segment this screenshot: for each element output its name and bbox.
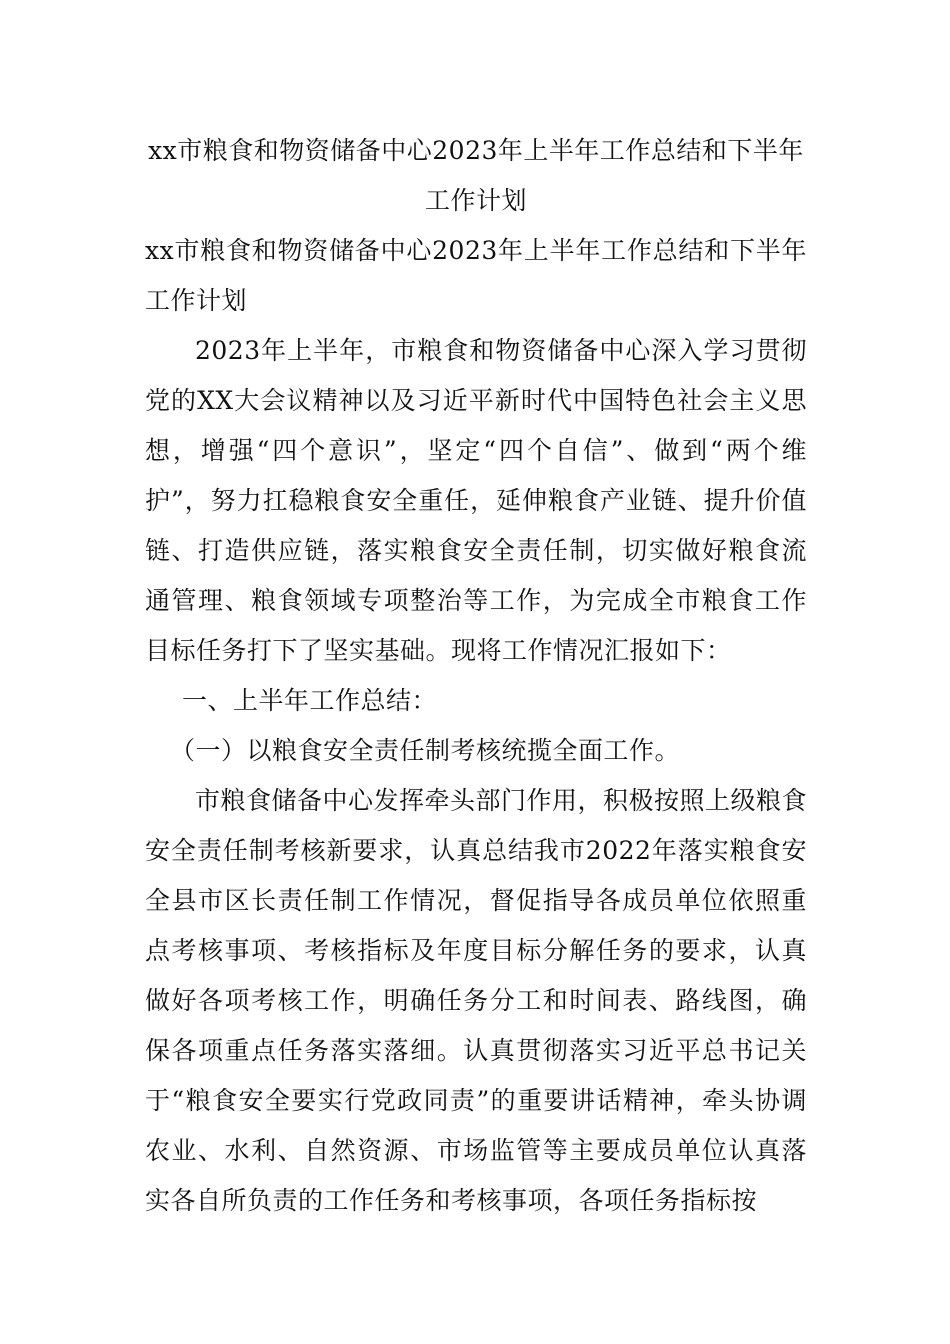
subsection-heading: （一）以粮食安全责任制考核统揽全面工作。 [170, 736, 681, 765]
document-content [145, 126, 807, 1226]
section-heading: 一、上半年工作总结： [182, 686, 438, 715]
document-subtitle: xx市粮食和物资储备中心2023年上半年工作总结和下半年工作计划 [145, 236, 807, 315]
body-paragraph: 市粮食储备中心发挥牵头部门作用，积极按照上级粮食安全责任制考核新要求，认真总结我市2022年落实粮食安全县市区长责任制工作情况，督促指导各成员单位依照重点考核事项、考核指标及年度目标分解任务的要求，认真做好各项考核工作，明确任务分工和时间表、路线图，确保各项重点任务落实落细。认真贯彻落实习近平总书记关于“粮食安全要实行党政同责”的重要讲话精神，牵头协调农业、水利、自然资源、市场监管等主要成员单位认真落实各自所负责的工作任务和考核事项，各项任务指标按 [145, 786, 808, 1215]
intro-paragraph: 2023年上半年，市粮食和物资储备中心深入学习贯彻党的XX大会议精神以及习近平新时代中国特色社会主义思想，增强“四个意识”，坚定“四个自信”、做到“两个维护”，努力扛稳粮食安全重任，延伸粮食产业链、提升价值链、打造供应链，落实粮食安全责任制，切实做好粮食流通管理、粮食领域专项整治等工作，为完成全市粮食工作目标任务打下了坚实基础。现将工作情况汇报如下： [145, 336, 807, 665]
document-title: xx市粮食和物资储备中心2023年上半年工作总结和下半年工作计划 [148, 136, 804, 215]
